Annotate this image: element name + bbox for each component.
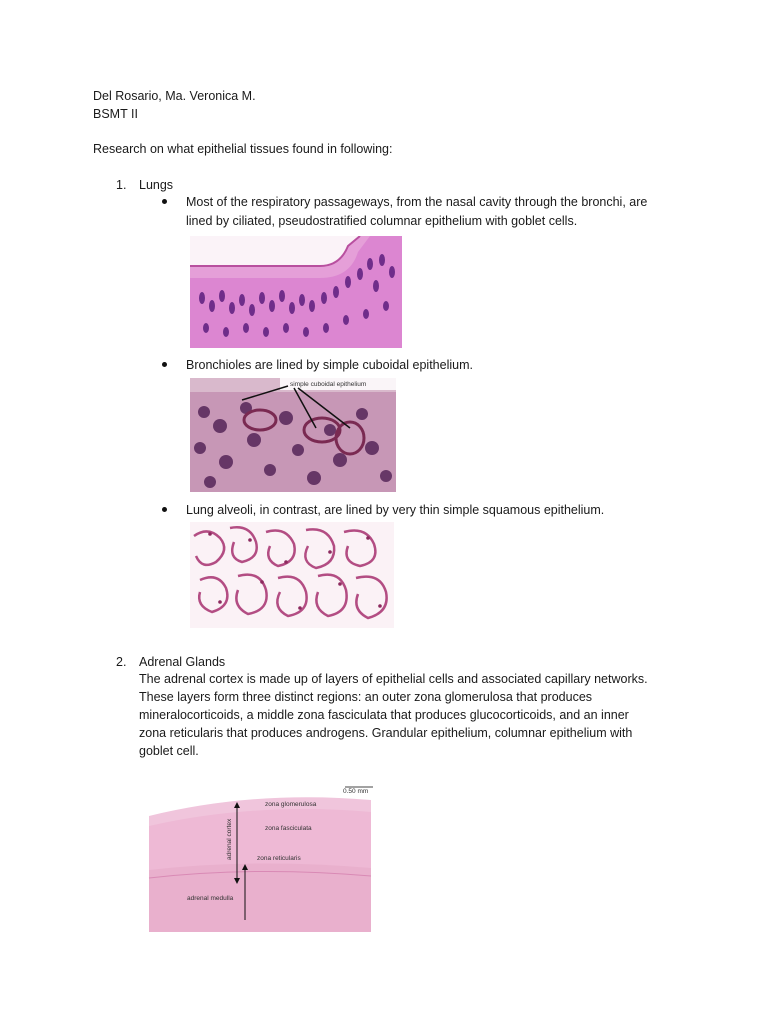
zona-glomerulosa-label: zona glomerulosa [265,801,317,808]
bullet-icon [162,362,167,367]
section-1-title: Lungs [139,178,174,192]
bullet-icon [162,199,167,204]
alveoli-image [190,522,394,628]
adrenal-cortex-label: adrenal cortex [226,818,233,860]
course-label: BSMT II [93,107,138,121]
bullet-icon [162,507,167,512]
adrenal-paragraph-line-2: These layers form three distinct regions: an outer zona glomerulosa that produces [139,690,593,704]
pseudostratified-epithelium-image [190,236,402,348]
adrenal-gland-image [145,780,377,932]
adrenal-paragraph-line-1: The adrenal cortex is made up of layers of epithelial cells and associated capillary networks. [139,672,648,686]
adrenal-medulla-label: adrenal medulla [187,895,234,902]
zona-fasciculata-label: zona fasciculata [265,825,312,832]
bullet-3-text: Lung alveoli, in contrast, are lined by very thin simple squamous epithelium. [186,503,605,517]
bullet-2-text: Bronchioles are lined by simple cuboidal epithelium. [186,358,473,372]
section-1-number: 1. [116,178,127,192]
bullet-1-line-1: Most of the respiratory passageways, from the nasal cavity through the bronchi, are [186,195,648,209]
adrenal-paragraph-line-4: zona reticularis that produces androgens. Grandular epithelium, columnar epithelium with [139,726,633,740]
cuboidal-epithelium-image [190,378,396,492]
author-name: Del Rosario, Ma. Veronica M. [93,89,256,103]
adrenal-paragraph-line-3: mineralocorticoids, a middle zona fasciculata that produces glucocorticoids, and an inner [139,708,629,722]
scale-label: 0.50 mm [343,788,369,795]
bullet-1-line-2: lined by ciliated, pseudostratified columnar epithelium with goblet cells. [186,214,578,228]
section-2-title: Adrenal Glands [139,655,226,669]
intro-text: Research on what epithelial tissues found in following: [93,142,393,156]
cuboidal-label: simple cuboidal epithelium [290,381,367,388]
section-2-number: 2. [116,655,127,669]
zona-reticularis-label: zona reticularis [257,855,301,862]
adrenal-paragraph-line-5: goblet cell. [139,744,199,758]
